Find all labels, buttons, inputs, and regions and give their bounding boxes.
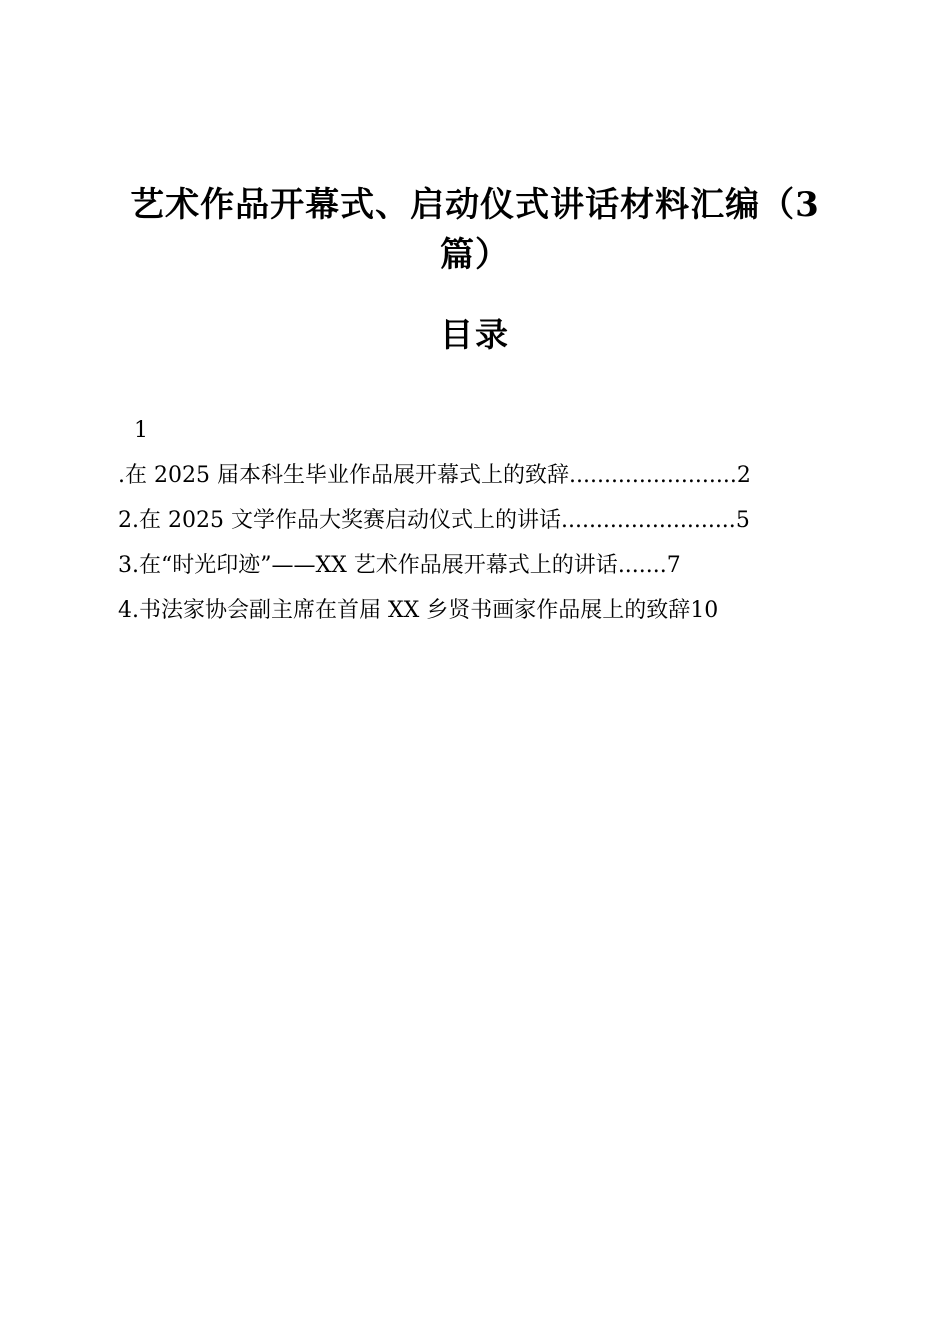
table-of-contents bbox=[118, 408, 838, 633]
toc-entry-4[interactable] bbox=[118, 588, 838, 633]
toc-entry-title: .在 2025 届本科生毕业作品展开幕式上的致辞 bbox=[118, 463, 569, 488]
toc-entry-title: 4.书法家协会副主席在首届 XX 乡贤书画家作品展上的致辞 bbox=[118, 598, 691, 623]
document-title: 艺术作品开幕式、启动仪式讲话材料汇编（3篇） bbox=[130, 185, 820, 275]
toc-stray-number: 1 bbox=[134, 418, 148, 443]
toc-entry-page: 2 bbox=[736, 463, 751, 488]
toc-entry-page: 5 bbox=[735, 508, 750, 533]
toc-entry-1[interactable] bbox=[118, 453, 838, 498]
toc-entry-title: 2.在 2025 文学作品大奖赛启动仪式上的讲话 bbox=[118, 508, 561, 533]
toc-entry-3[interactable] bbox=[118, 543, 838, 588]
toc-entry-title: 3.在“时光印迹”——XX 艺术作品展开幕式上的讲话 bbox=[118, 553, 618, 578]
toc-entry-page: 10 bbox=[690, 598, 719, 623]
toc-entry-leader: ....... bbox=[617, 553, 667, 578]
toc-entry-leader: ........................ bbox=[568, 463, 737, 488]
toc-entry-page: 7 bbox=[666, 553, 681, 578]
toc-entry-2[interactable] bbox=[118, 498, 838, 543]
toc-entry-leader: ......................... bbox=[560, 508, 736, 533]
toc-heading: 目录 bbox=[440, 315, 510, 354]
